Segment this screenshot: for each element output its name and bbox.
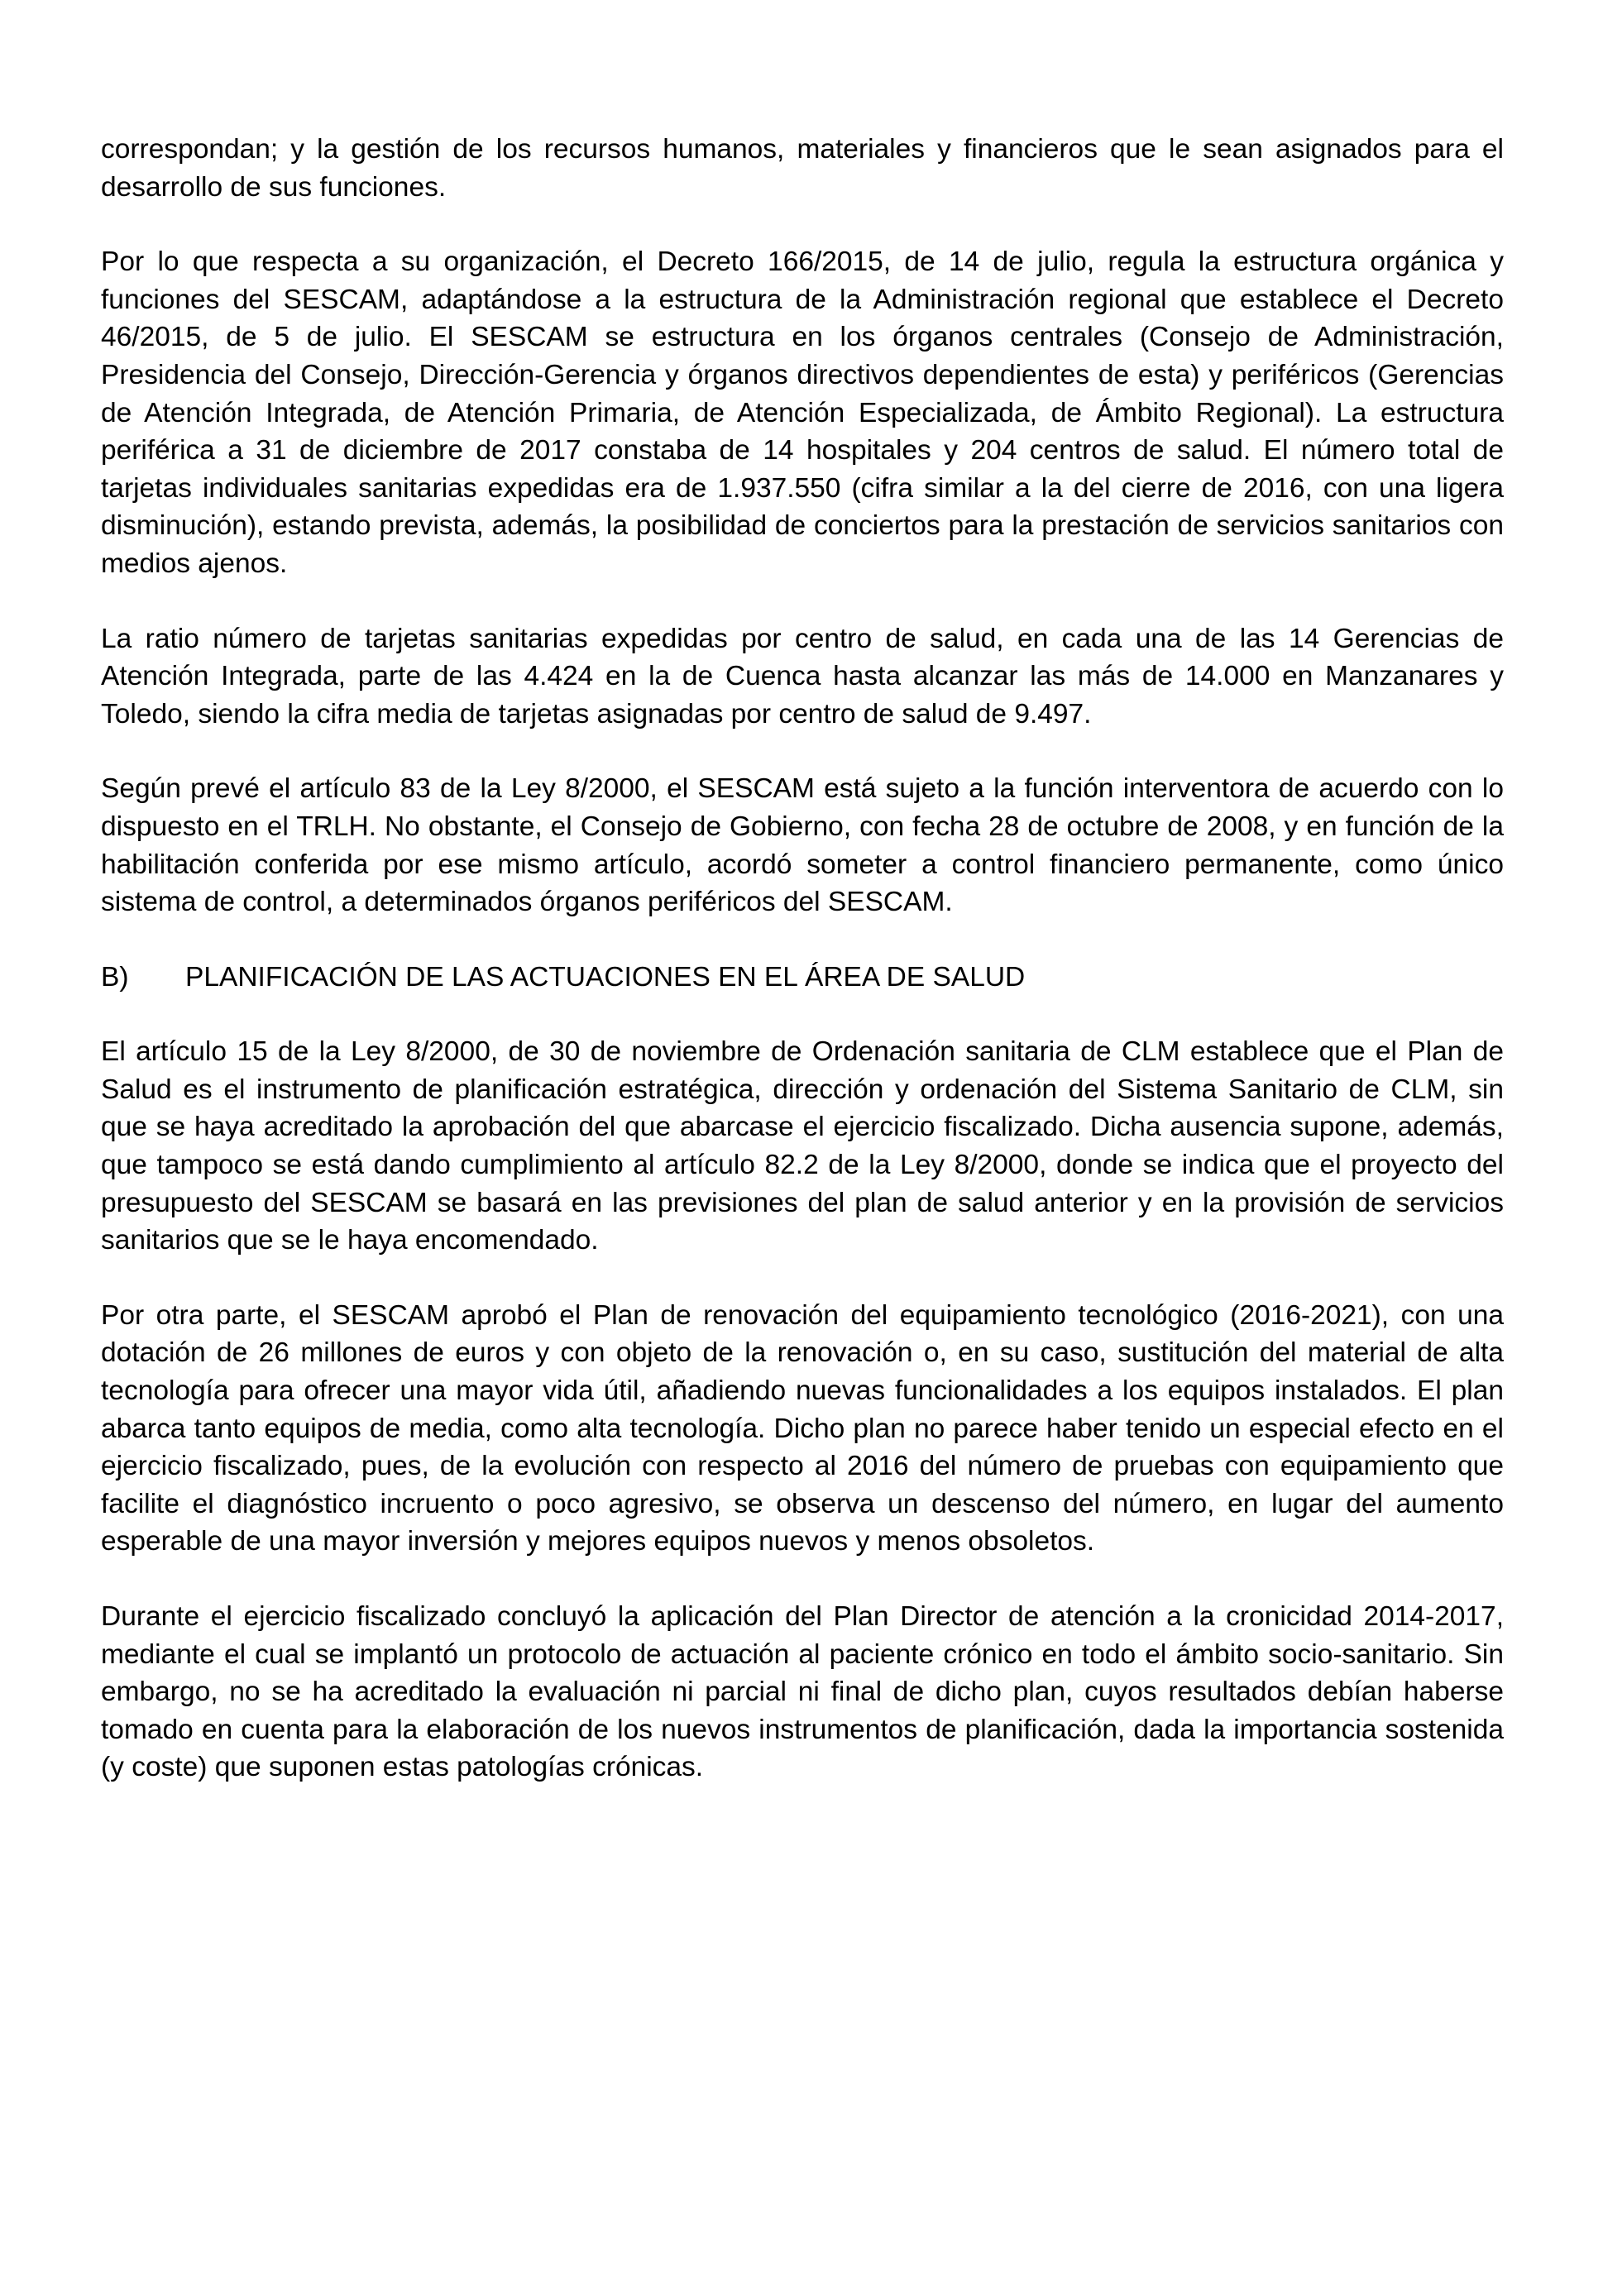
paragraph-funcion-interventora: Según prevé el artículo 83 de la Ley 8/2000, el SESCAM está sujeto a la función interventora de acuerdo con lo dispuesto en el TRLH. No obstante, el Consejo de Gobierno, con fecha 28 de octubre de 2008, y en función de la habilitación conferida por ese mismo artículo, acordó someter a control financiero permanente, como único sistema de control, a determinados órganos periféricos del SESCAM. — [101, 773, 1504, 918]
section-heading — [101, 959, 1504, 997]
paragraph-organizacion: Por lo que respecta a su organización, el Decreto 166/2015, de 14 de julio, regula la estructura orgánica y funciones del SESCAM, adaptándose a la estructura de la Administración regional que establece el Decreto 46/2015, de 5 de julio. El SESCAM se estructura en los órganos centrales (Consejo de Administración, Presidencia del Consejo, Dirección-Gerencia y órganos directivos dependientes de esta) y periféricos (Gerencias de Atención Integrada, de Atención Primaria, de Atención Especializada, de Ámbito Regional). La estructura periférica a 31 de diciembre de 2017 constaba de 14 hospitales y 204 centros de salud. El número total de tarjetas individuales sanitarias expedidas era de 1.937.550 (cifra similar a la del cierre de 2016, con una ligera disminución), estando prevista, además, la posibilidad de conciertos para la prestación de servicios sanitarios con medios ajenos. — [101, 246, 1504, 579]
paragraph-plan-cronicidad: Durante el ejercicio fiscalizado concluyó la aplicación del Plan Director de atención a la cronicidad 2014-2017, mediante el cual se implantó un protocolo de actuación al paciente crónico en todo el ámbito socio-sanitario. Sin embargo, no se ha acreditado la evaluación ni parcial ni final de dicho plan, cuyos resultados debían haberse tomado en cuenta para la elaboración de los nuevos instrumentos de planificación, dada la importancia sostenida (y coste) que suponen estas patologías crónicas. — [101, 1601, 1504, 1783]
section-heading-marker: B) — [101, 961, 129, 993]
paragraph-funciones: correspondan; y la gestión de los recursos humanos, materiales y financieros que le sean asignados para el desarrollo de sus funciones. — [101, 134, 1504, 203]
section-heading-text: PLANIFICACIÓN DE LAS ACTUACIONES EN EL ÁREA DE SALUD — [185, 961, 1026, 993]
document-page — [101, 131, 1504, 1824]
paragraph-ratio-tarjetas: La ratio número de tarjetas sanitarias expedidas por centro de salud, en cada una de las 14 Gerencias de Atención Integrada, parte de las 4.424 en la de Cuenca hasta alcanzar las más de 14.000 en Manzanares y Toledo, siendo la cifra media de tarjetas asignadas por centro de salud de 9.497. — [101, 623, 1504, 729]
paragraph-plan-salud: El artículo 15 de la Ley 8/2000, de 30 de noviembre de Ordenación sanitaria de CLM establece que el Plan de Salud es el instrumento de planificación estratégica, dirección y ordenación del Sistema Sanitario de CLM, sin que se haya acreditado la aprobación del que abarcase el ejercicio fiscalizado. Dicha ausencia supone, además, que tampoco se está dando cumplimiento al artículo 82.2 de la Ley 8/2000, donde se indica que el proyecto del presupuesto del SESCAM se basará en las previsiones del plan de salud anterior y en la provisión de servicios sanitarios que se le haya encomendado. — [101, 1036, 1504, 1256]
paragraph-plan-renovacion: Por otra parte, el SESCAM aprobó el Plan de renovación del equipamiento tecnológico (2016-2021), con una dotación de 26 millones de euros y con objeto de la renovación o, en su caso, sustitución del material de alta tecnología para ofrecer una mayor vida útil, añadiendo nuevas funcionalidades a los equipos instalados. El plan abarca tanto equipos de media, como alta tecnología. Dicho plan no parece haber tenido un especial efecto en el ejercicio fiscalizado, pues, de la evolución con respecto al 2016 del número de pruebas con equipamiento que facilite el diagnóstico incruento o poco agresivo, se observa un descenso del número, en lugar del aumento esperable de una mayor inversión y mejores equipos nuevos y menos obsoletos. — [101, 1299, 1504, 1557]
